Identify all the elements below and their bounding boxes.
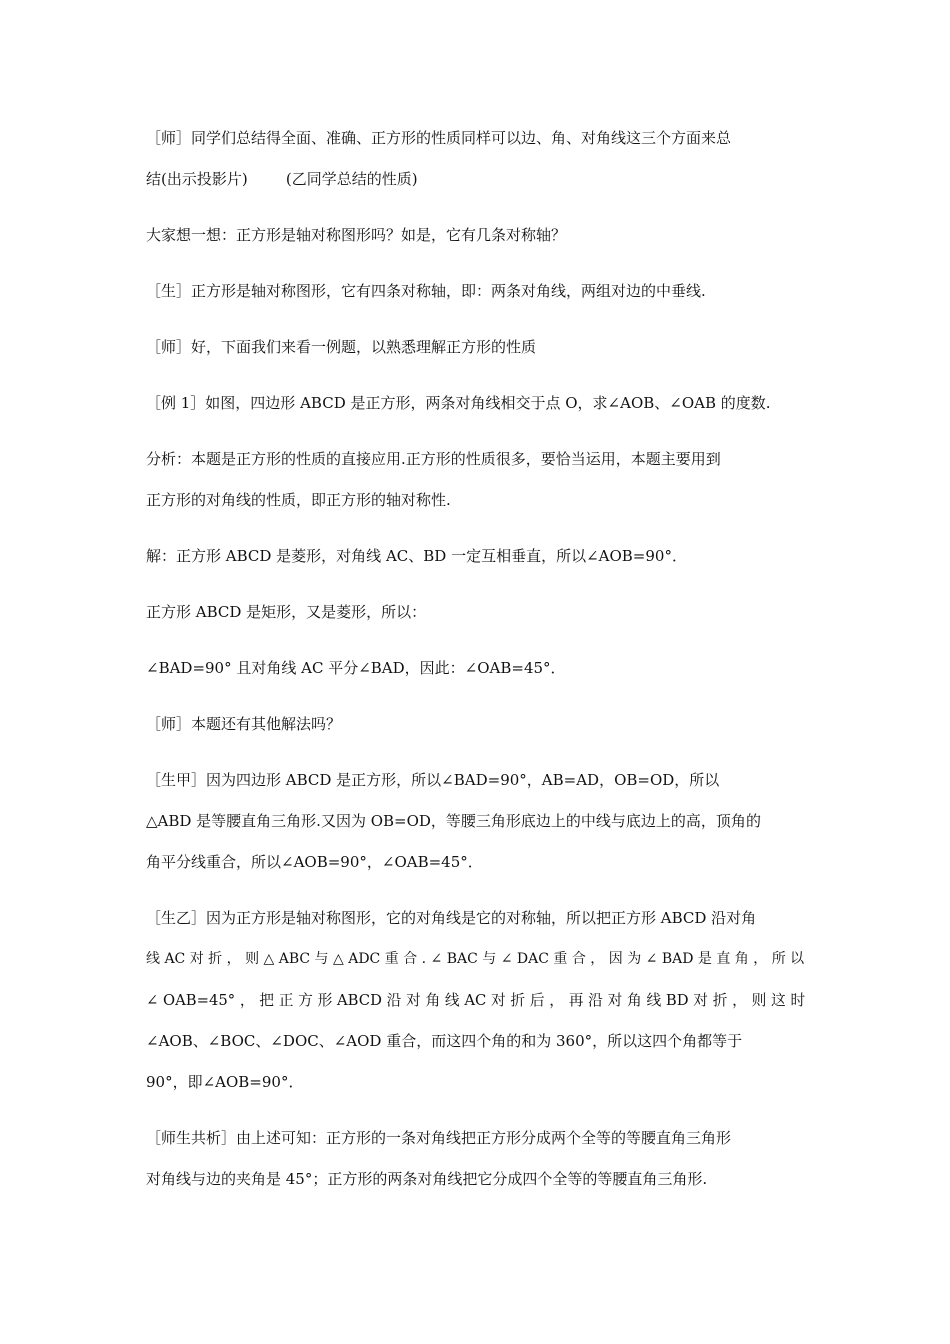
text-line: ∠BAD=90° 且对角线 AC 平分∠BAD，因此：∠OAB=45°． (146, 659, 566, 677)
text-line: 90°，即∠AOB=90°． (146, 1073, 304, 1091)
text-line: ［生］正方形是轴对称图形，它有四条对称轴，即：两条对角线，两组对边的中垂线. (146, 282, 706, 300)
text-line: 大家想一想：正方形是轴对称图形吗？如是，它有几条对称轴？ (146, 226, 567, 244)
text-line: ［师］好，下面我们来看一例题，以熟悉理解正方形的性质 (146, 338, 537, 356)
text-line: 对角线与边的夹角是 45°；正方形的两条对角线把它分成四个全等的等腰直角三角形. (146, 1170, 708, 1188)
text-line: ∠ OAB=45° ， 把 正 方 形 ABCD 沿 对 角 线 AC 对 折 后 ， 再 沿 对 角 线 BD 对 折 ， 则 这 时 (146, 992, 806, 1009)
text-line: ［师］本题还有其他解法吗？ (146, 715, 342, 733)
text-line: ∠AOB、∠BOC、∠DOC、∠AOD 重合，而这四个角的和为 360°，所以这四个角都等于 (146, 1032, 743, 1050)
text-line: ［师生共析］由上述可知：正方形的一条对角线把正方形分成两个全等的等腰直角三角形 (146, 1129, 732, 1147)
text-line: ［师］同学们总结得全面、准确、正方形的性质同样可以边、角、对角线这三个方面来总 (146, 129, 732, 147)
text-line: ［生乙］因为正方形是轴对称图形，它的对角线是它的对称轴，所以把正方形 ABCD 沿对角 (146, 909, 757, 927)
text-line: 解：正方形 ABCD 是菱形，对角线 AC、BD 一定互相垂直，所以∠AOB=90°． (146, 547, 687, 565)
text-line: △ABD 是等腰直角三角形.又因为 OB=OD，等腰三角形底边上的中线与底边上的高，顶角的 (146, 812, 761, 830)
document-body (146, 118, 810, 1200)
text-line: 分析：本题是正方形的性质的直接应用.正方形的性质很多，要恰当运用，本题主要用到 (146, 450, 721, 468)
text-line: 正方形的对角线的性质，即正方形的轴对称性. (146, 491, 451, 509)
text-line: ［例 1］如图，四边形 ABCD 是正方形，两条对角线相交于点 O，求∠AOB、∠OAB 的度数. (146, 394, 771, 412)
text-line: 结(出示投影片) (乙同学总结的性质) (146, 170, 418, 188)
text-line: 正方形 ABCD 是矩形，又是菱形，所以： (146, 603, 427, 621)
text-line: 角平分线重合，所以∠AOB=90°，∠OAB=45°． (146, 853, 483, 871)
text-line: 线 AC 对 折 ， 则 △ ABC 与 △ ADC 重 合 . ∠ BAC 与 ∠ DAC 重 合 ， 因 为 ∠ BAD 是 直 角 ， 所 以 (146, 951, 805, 967)
text-line: ［生甲］因为四边形 ABCD 是正方形，所以∠BAD=90°，AB=AD，OB=OD，所以 (146, 771, 720, 789)
